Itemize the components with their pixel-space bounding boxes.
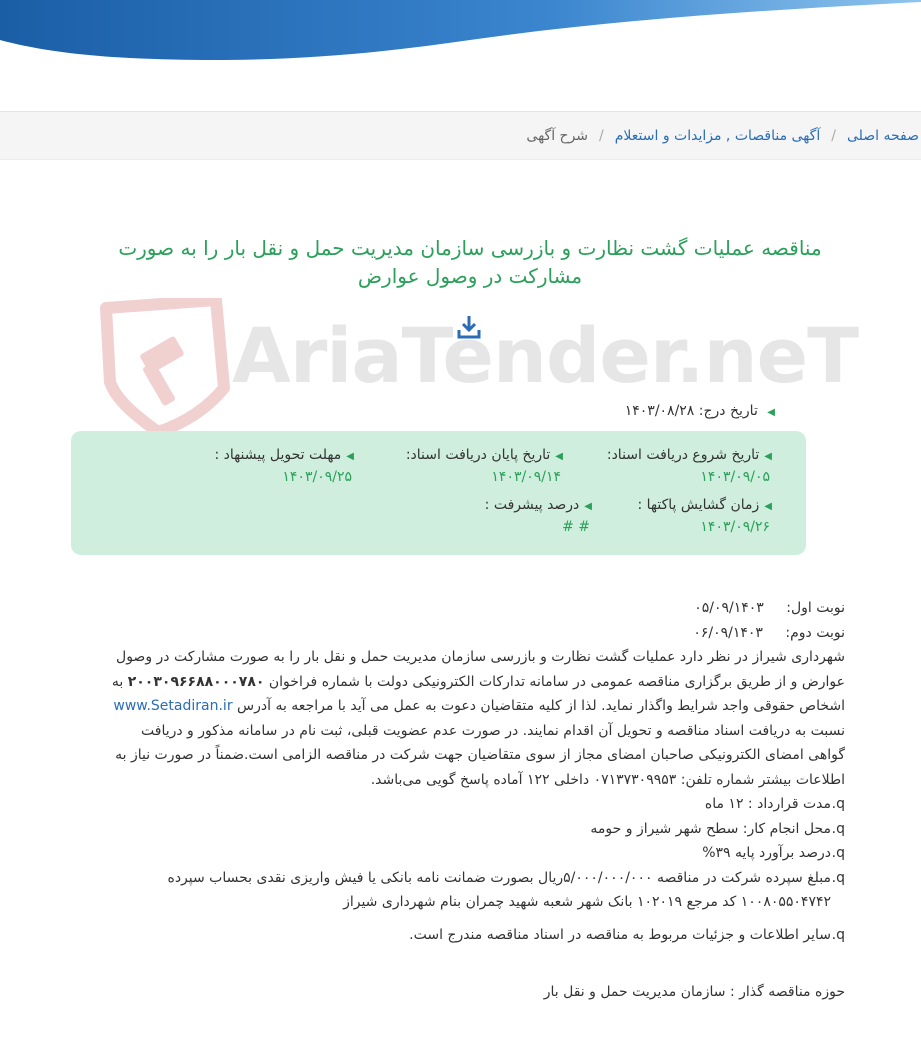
setadiran-link[interactable]: www.Setadiran.ir bbox=[113, 698, 233, 714]
posted-date-value: ۱۴۰۳/۰۸/۲۸ bbox=[624, 403, 695, 419]
breadcrumb-tenders-link[interactable]: آگهی مناقصات , مزایدات و استعلام bbox=[614, 127, 821, 144]
triangle-left-icon: ◀ bbox=[767, 407, 775, 418]
list-item bbox=[100, 841, 845, 866]
doc-start-field bbox=[607, 447, 772, 485]
progress-field bbox=[485, 497, 592, 535]
second-publication-label: نوبت دوم: bbox=[785, 624, 845, 641]
list-item bbox=[100, 792, 845, 817]
doc-end-label: تاریخ پایان دریافت اسناد: bbox=[405, 447, 551, 463]
breadcrumb-current: شرح آگهی bbox=[526, 127, 589, 144]
download-icon[interactable] bbox=[457, 314, 481, 340]
second-publication bbox=[100, 621, 845, 646]
doc-start-value: ۱۴۰۳/۰۹/۰۵ bbox=[700, 469, 770, 485]
progress-value: # # bbox=[562, 519, 590, 535]
deadline-field bbox=[214, 447, 354, 485]
triangle-left-icon: ◀ bbox=[764, 451, 772, 462]
bullet-mark: q. bbox=[831, 869, 845, 886]
bullet-mark: q. bbox=[831, 796, 845, 812]
breadcrumb-home-link[interactable]: صفحه اصلی bbox=[846, 127, 919, 144]
progress-label: درصد پیشرفت : bbox=[484, 497, 580, 513]
deposit-amount: مبلغ سپرده شرکت در مناقصه ۵/۰۰۰/۰۰۰/۰۰۰ریال بصورت ضمانت نامه بانکی یا فیش واریزی نقدی بحساب سپرده ۱۰۰۸۰۵۵۰۴۷۴۲ کد مرجع ۱۰۲۰۱۹ بانک شهر شعبه شهید چمران بنام شهرداری شیراز bbox=[167, 869, 831, 910]
first-publication bbox=[100, 596, 845, 621]
bullet-mark: q. bbox=[831, 820, 845, 837]
doc-end-value: ۱۴۰۳/۰۹/۱۴ bbox=[491, 469, 561, 485]
deadline-label: مهلت تحویل پیشنهاد : bbox=[214, 447, 342, 463]
opening-label: زمان گشایش پاکتها : bbox=[637, 497, 760, 513]
posted-date bbox=[625, 403, 775, 419]
work-location: محل انجام کار: سطح شهر شیراز و حومه bbox=[590, 820, 831, 837]
opening-field bbox=[637, 497, 772, 535]
page-title: مناقصه عملیات گشت نظارت و بازرسی سازمان مدیریت حمل و نقل بار را به صورت مشارکت در وصول عوارض bbox=[118, 236, 822, 288]
breadcrumb bbox=[0, 111, 921, 160]
second-publication-value: ۰۶/۰۹/۱۴۰۳ bbox=[693, 624, 763, 641]
watermark-text: AriaTender.neT bbox=[232, 311, 858, 400]
posted-date-label: تاریخ درج: bbox=[698, 403, 758, 419]
doc-end-field bbox=[406, 447, 563, 485]
doc-start-label: تاریخ شروع دریافت اسناد: bbox=[606, 447, 760, 463]
tender-description bbox=[100, 596, 845, 947]
first-publication-label: نوبت اول: bbox=[786, 600, 845, 616]
details-list bbox=[100, 792, 845, 947]
list-item bbox=[100, 817, 845, 842]
bullet-mark: q. bbox=[831, 845, 845, 861]
contract-duration: مدت قرارداد : ۱۲ ماه bbox=[704, 796, 831, 812]
breadcrumb-separator: / bbox=[831, 127, 836, 144]
description-part: شهرداری شیراز در نظر دارد عملیات گشت نظارت و بازرسی سازمان مدیریت حمل و نقل بار را به صورت مشارکت در وصول عوارض و از طریق برگزاری مناقصه عمومی در سامانه تدارکات الکترونیکی دولت با شماره فراخوان bbox=[116, 649, 845, 690]
bullet-mark: q. bbox=[831, 926, 845, 943]
list-item bbox=[100, 923, 845, 948]
opening-value: ۱۴۰۳/۰۹/۲۶ bbox=[700, 519, 770, 535]
triangle-left-icon: ◀ bbox=[555, 451, 563, 462]
tender-authority: حوزه مناقصه گذار : سازمان مدیریت حمل و نقل بار bbox=[543, 984, 845, 1000]
triangle-left-icon: ◀ bbox=[584, 501, 592, 512]
other-info: سایر اطلاعات و جزئیات مربوط به مناقصه در اسناد مناقصه مندرج است. bbox=[409, 926, 831, 943]
breadcrumb-separator: / bbox=[599, 127, 604, 144]
triangle-left-icon: ◀ bbox=[346, 451, 354, 462]
call-number: ۲۰۰۳۰۹۶۶۸۸۰۰۰۷۸۰ bbox=[127, 673, 265, 690]
triangle-left-icon: ◀ bbox=[764, 501, 772, 512]
base-estimate-percent: درصد برآورد پایه ۳۹% bbox=[702, 845, 831, 861]
description-part: به اشخاص حقوقی واجد شرایط واگذار نماید. لذا از کلیه متقاضیان دعوت به عمل می آید با مراجعه به آدرس bbox=[111, 673, 845, 714]
first-publication-value: ۰۵/۰۹/۱۴۰۳ bbox=[694, 600, 764, 616]
tender-dates-box bbox=[71, 431, 806, 555]
header-wave bbox=[0, 0, 921, 70]
deadline-value: ۱۴۰۳/۰۹/۲۵ bbox=[282, 469, 352, 485]
description-paragraph bbox=[100, 645, 845, 792]
description-part: نسبت به دریافت اسناد مناقصه و تحویل آن اقدام نمایند. در صورت عدم عضویت قبلی، ثبت نام در سامانه مذکور و دریافت گواهی امضای الکترونیکی صاحبان امضای مجاز از سوی متقاضیان جهت شرکت در مناقصه الزامی است.ضمناً در صورت نیاز به اطلاعات بیشتر شماره تلفن: ۰۷۱۳۷۳۰۹۹۵۳ داخلی ۱۲۲ آماده پاسخ گویی می‌باشد. bbox=[115, 722, 845, 788]
list-item bbox=[100, 866, 845, 915]
